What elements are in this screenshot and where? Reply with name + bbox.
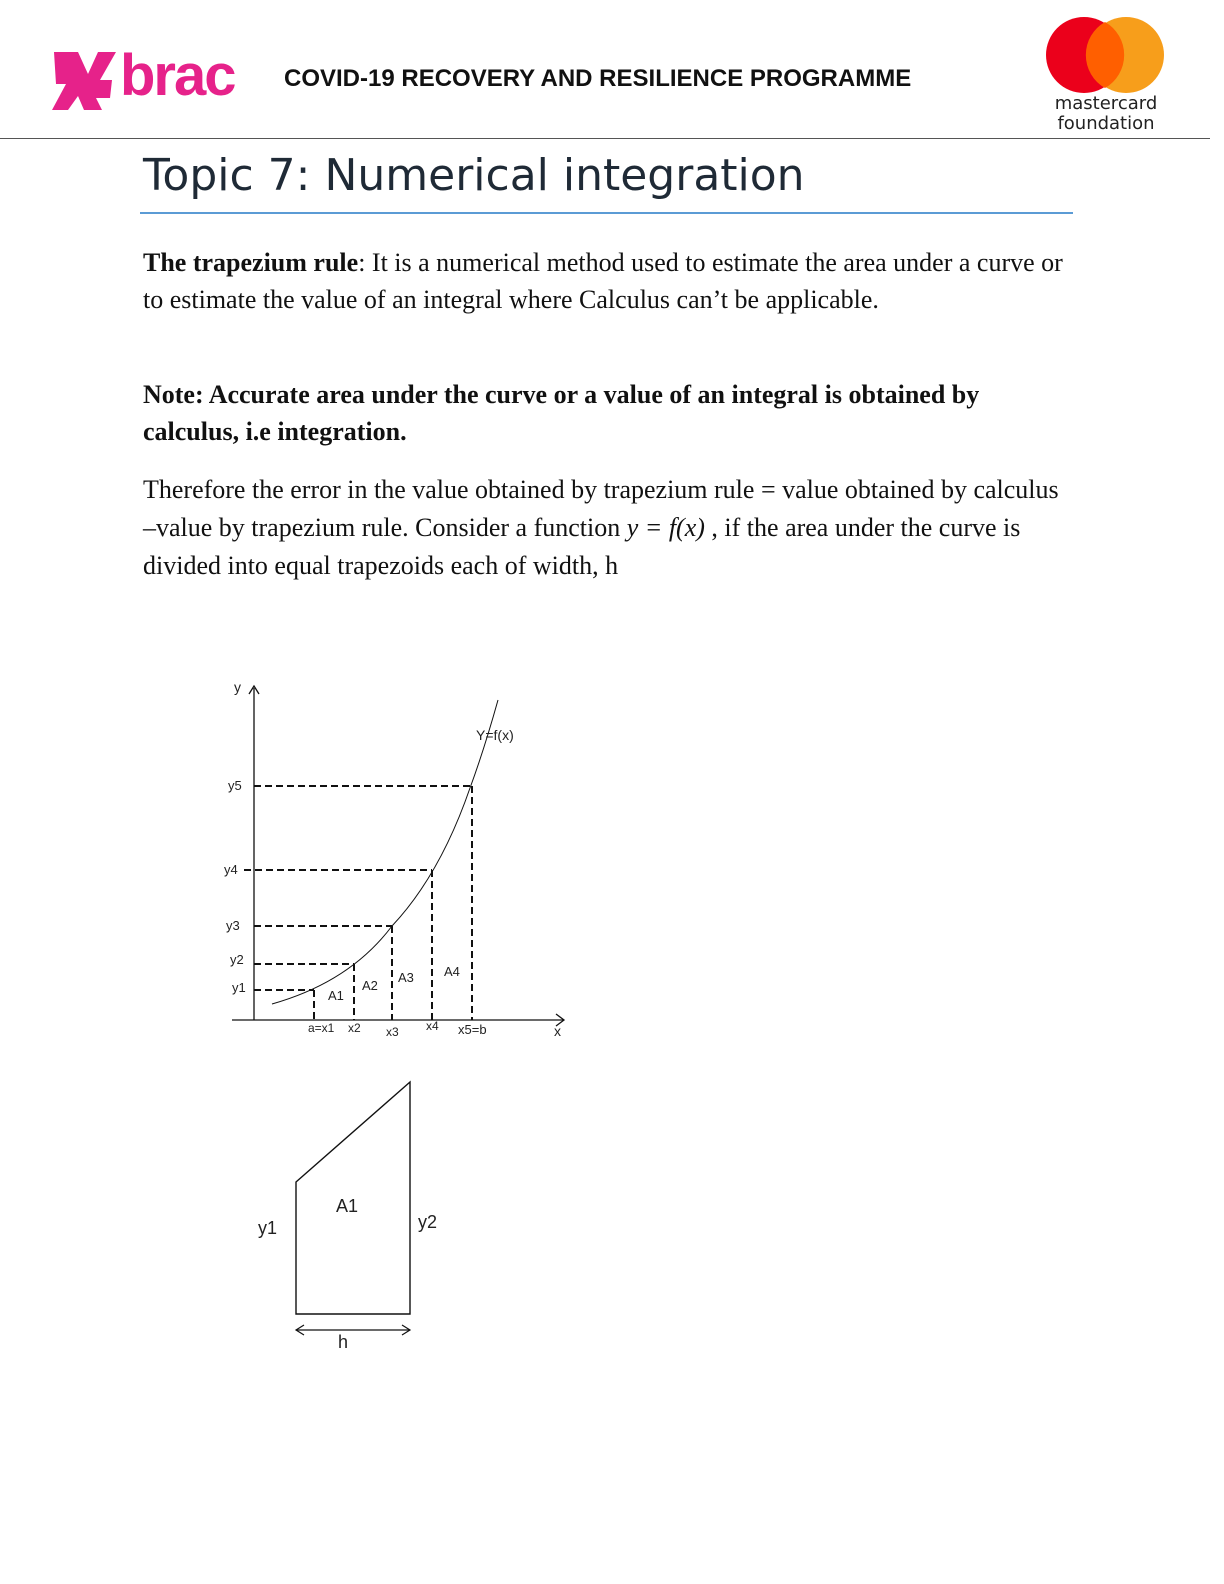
curve-label: Y=f(x) — [476, 727, 514, 743]
area-text: , if the area under the curve is divided into equal trapezoids each of width, h — [143, 513, 1021, 580]
trapezoid-area-label: A1 — [336, 1196, 359, 1216]
trapezoid-left-label: y1 — [258, 1218, 278, 1238]
y-tick-y5: y5 — [228, 778, 242, 793]
area-label-a4: A4 — [444, 964, 460, 979]
title-underline — [140, 212, 1073, 214]
y-tick-y4: y4 — [224, 862, 238, 877]
x-tick-x5-b: x5=b — [458, 1022, 487, 1037]
single-trapezoid-diagram — [240, 1070, 460, 1360]
programme-title: COVID-19 RECOVERY AND RESILIENCE PROGRAMME — [284, 65, 912, 92]
x-tick-x2: x2 — [348, 1021, 361, 1035]
curve-y-f-x — [272, 700, 498, 1004]
mastercard-line: mastercard — [1054, 93, 1158, 114]
x-tick-x3: x3 — [386, 1025, 399, 1039]
function-math: y = f(x) — [626, 513, 705, 542]
y-tick-y2: y2 — [230, 952, 244, 967]
area-label-a2: A2 — [362, 978, 378, 993]
paragraph-note: Note: Accurate area under the curve or a value of an integral is obtained by calculus, i.e integration. — [143, 380, 980, 446]
foundation-line: foundation — [1057, 113, 1155, 134]
header-divider — [0, 138, 1210, 139]
term-trapezium-rule: The trapezium rule — [143, 248, 359, 277]
y-tick-y1: y1 — [232, 980, 246, 995]
y-tick-y3: y3 — [226, 918, 240, 933]
x-tick-x4: x4 — [426, 1019, 439, 1033]
y-axis-label: y — [234, 679, 241, 695]
error-text: Therefore the error in the value obtained by trapezium rule = value obtained by calculus –value by trapezium rule. Consider a function — [143, 475, 1059, 542]
brac-logo-text: brac — [120, 43, 235, 108]
trapezium-rule-graph — [200, 670, 580, 1050]
paragraph-error — [143, 471, 1073, 585]
paragraph-trapezium-rule — [143, 244, 1073, 318]
area-label-a3: A3 — [398, 970, 414, 985]
area-label-a1: A1 — [328, 988, 344, 1003]
x-tick-a-x1: a=x1 — [308, 1021, 335, 1035]
mastercard-foundation-wordmark — [1036, 94, 1176, 134]
trapezoid-right-label: y2 — [418, 1212, 438, 1232]
x-axis-label: x — [554, 1023, 561, 1039]
page-title: Topic 7: Numerical integration — [143, 150, 805, 201]
definition-text: : It is a numerical method used to estimate the area under a curve or to estimate the value of an integral where Calculus can’t be applicable. — [143, 248, 1063, 314]
mastercard-logo-icon — [1044, 16, 1166, 94]
trapezoid-width-label: h — [338, 1332, 349, 1352]
